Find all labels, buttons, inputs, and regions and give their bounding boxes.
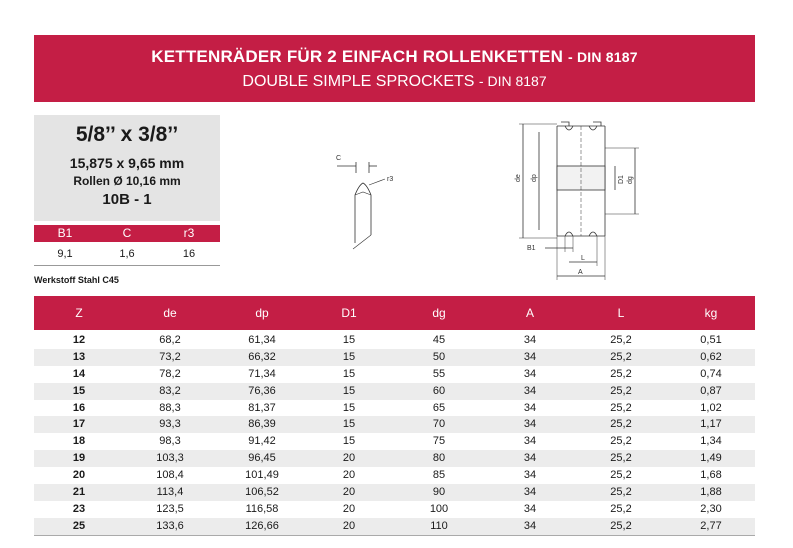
table-cell: 1,88 <box>700 486 722 499</box>
profile-value-cell: 9,1 <box>57 248 73 260</box>
profile-table-row <box>34 246 220 263</box>
profile-header-cell: B1 <box>57 226 73 240</box>
sprocket-table-body <box>34 332 755 535</box>
chain-code: 10B - 1 <box>102 191 152 208</box>
table-cell: 20 <box>342 486 356 499</box>
table-cell: 25,2 <box>610 401 632 414</box>
profile-header-cell: C <box>122 226 132 240</box>
column-header: D1 <box>341 306 357 320</box>
table-cell: 1,34 <box>700 435 722 448</box>
title-english: DOUBLE SIMPLE SPROCKETS - DIN 8187 <box>242 73 547 90</box>
table-cell: 25,2 <box>610 469 632 482</box>
table-cell: 100 <box>429 502 449 515</box>
table-cell: 90 <box>432 486 446 499</box>
table-cell: 15 <box>342 401 356 414</box>
table-cell: 20 <box>342 469 356 482</box>
table-cell: 96,45 <box>248 452 276 465</box>
chain-spec-box <box>34 115 220 221</box>
table-cell: 0,74 <box>700 367 722 380</box>
table-cell: 25,2 <box>610 384 632 397</box>
column-header: de <box>163 306 177 320</box>
table-cell: 55 <box>432 367 446 380</box>
label-b1: B1 <box>527 245 536 252</box>
label-d1: D1 <box>618 175 625 184</box>
table-cell: 25,2 <box>610 334 632 346</box>
column-header: L <box>617 306 625 320</box>
table-cell: 50 <box>432 350 446 363</box>
table-cell: 65 <box>432 401 446 414</box>
table-cell: 71,34 <box>248 367 276 380</box>
divider <box>34 265 220 266</box>
table-cell: 103,3 <box>156 452 184 465</box>
table-cell: 34 <box>523 401 537 414</box>
table-row <box>34 349 755 366</box>
table-cell: 75 <box>432 435 446 448</box>
table-row <box>34 484 755 501</box>
table-cell: 19 <box>72 452 86 465</box>
table-cell: 60 <box>432 384 446 397</box>
table-cell: 12 <box>72 334 86 346</box>
table-cell: 61,34 <box>248 334 276 346</box>
chain-size-mm: 15,875 x 9,65 mm <box>69 155 185 171</box>
table-cell: 13 <box>72 350 86 363</box>
label-l: L <box>581 255 585 262</box>
table-cell: 113,4 <box>156 486 184 499</box>
table-cell: 123,5 <box>156 502 184 515</box>
column-header: kg <box>704 306 718 320</box>
table-cell: 25,2 <box>610 486 632 499</box>
title-banner <box>34 35 755 102</box>
label-a: A <box>578 269 583 276</box>
column-header: dg <box>432 306 446 320</box>
table-cell: 68,2 <box>159 334 181 346</box>
table-cell: 15 <box>342 435 356 448</box>
column-header: Z <box>75 306 83 320</box>
table-cell: 25,2 <box>610 502 632 515</box>
chain-size: 5/8’’ x 3/8’’ <box>75 123 179 146</box>
table-cell: 81,37 <box>248 401 276 414</box>
table-cell: 20 <box>342 452 356 465</box>
table-cell: 83,2 <box>159 384 181 397</box>
table-cell: 25,2 <box>610 350 632 363</box>
table-cell: 1,49 <box>700 452 722 465</box>
table-cell: 1,02 <box>700 401 722 414</box>
profile-header-cell: r3 <box>183 226 195 240</box>
table-cell: 1,17 <box>700 418 722 431</box>
table-cell: 110 <box>430 519 448 532</box>
sprocket-diagram <box>505 118 655 283</box>
table-cell: 25,2 <box>610 367 632 380</box>
table-cell: 116,58 <box>245 502 279 515</box>
sprocket-table-header <box>34 296 755 330</box>
table-cell: 25,2 <box>610 435 632 448</box>
table-cell: 34 <box>523 367 537 380</box>
table-cell: 15 <box>342 334 356 346</box>
table-row <box>34 433 755 450</box>
table-cell: 86,39 <box>248 418 276 431</box>
table-cell: 133,6 <box>156 519 184 532</box>
table-cell: 80 <box>432 452 446 465</box>
tooth-profile-diagram <box>325 145 405 255</box>
table-cell: 70 <box>432 418 446 431</box>
table-cell: 0,62 <box>700 350 722 363</box>
table-row <box>34 400 755 417</box>
table-cell: 98,3 <box>159 435 181 448</box>
table-cell: 34 <box>523 350 537 363</box>
table-cell: 34 <box>523 334 537 346</box>
table-cell: 108,4 <box>156 469 184 482</box>
table-cell: 66,32 <box>248 350 276 363</box>
label-dg: dg <box>627 176 634 184</box>
table-cell: 16 <box>72 401 86 414</box>
table-cell: 88,3 <box>159 401 181 414</box>
column-header: dp <box>255 306 269 320</box>
table-cell: 1,68 <box>700 469 722 482</box>
divider <box>34 535 755 536</box>
table-cell: 25,2 <box>610 418 632 431</box>
table-cell: 23 <box>72 502 86 515</box>
table-cell: 34 <box>523 418 537 431</box>
table-row <box>34 450 755 467</box>
table-cell: 20 <box>342 519 356 532</box>
column-header: A <box>525 306 534 320</box>
table-row <box>34 332 755 349</box>
table-cell: 15 <box>342 418 356 431</box>
table-row <box>34 518 755 535</box>
table-cell: 20 <box>342 502 356 515</box>
table-cell: 25,2 <box>610 519 632 532</box>
label-c: C <box>336 155 342 162</box>
table-cell: 126,66 <box>245 519 279 532</box>
table-cell: 15 <box>342 384 356 397</box>
table-cell: 34 <box>523 384 537 397</box>
profile-value-cell: 16 <box>182 248 196 260</box>
table-cell: 34 <box>523 469 537 482</box>
table-row <box>34 467 755 484</box>
table-cell: 34 <box>523 502 537 515</box>
table-cell: 106,52 <box>245 486 279 499</box>
table-cell: 25 <box>72 519 86 532</box>
roller-diameter: Rollen Ø 10,16 mm <box>73 174 181 188</box>
table-cell: 45 <box>432 334 446 346</box>
table-cell: 78,2 <box>159 367 181 380</box>
table-row <box>34 366 755 383</box>
table-cell: 18 <box>72 435 86 448</box>
table-cell: 0,87 <box>700 384 722 397</box>
profile-value-cell: 1,6 <box>119 248 135 260</box>
table-cell: 15 <box>72 384 86 397</box>
table-cell: 2,77 <box>700 519 722 532</box>
profile-table-header <box>34 225 220 242</box>
table-row <box>34 416 755 433</box>
table-cell: 14 <box>72 367 86 380</box>
label-de: de <box>515 174 522 182</box>
table-cell: 34 <box>523 486 537 499</box>
table-row <box>34 383 755 400</box>
label-r3: r3 <box>387 176 394 183</box>
table-cell: 73,2 <box>159 350 181 363</box>
label-dp: dp <box>531 174 538 182</box>
table-cell: 101,49 <box>245 469 279 482</box>
table-cell: 34 <box>523 435 537 448</box>
table-cell: 2,30 <box>700 502 722 515</box>
table-cell: 0,51 <box>700 334 722 346</box>
material-note: Werkstoff Stahl C45 <box>34 275 119 285</box>
table-cell: 17 <box>72 418 86 431</box>
table-row <box>34 501 755 518</box>
title-german: KETTENRÄDER FÜR 2 EINFACH ROLLENKETTEN - DIN 8187 <box>151 47 638 66</box>
table-cell: 91,42 <box>248 435 276 448</box>
table-cell: 25,2 <box>610 452 632 465</box>
table-cell: 15 <box>342 367 356 380</box>
table-cell: 34 <box>523 519 537 532</box>
table-cell: 76,36 <box>248 384 276 397</box>
table-cell: 85 <box>432 469 446 482</box>
table-cell: 93,3 <box>159 418 181 431</box>
table-cell: 20 <box>72 469 86 482</box>
table-cell: 34 <box>523 452 537 465</box>
table-cell: 15 <box>342 350 356 363</box>
table-cell: 21 <box>72 486 86 499</box>
